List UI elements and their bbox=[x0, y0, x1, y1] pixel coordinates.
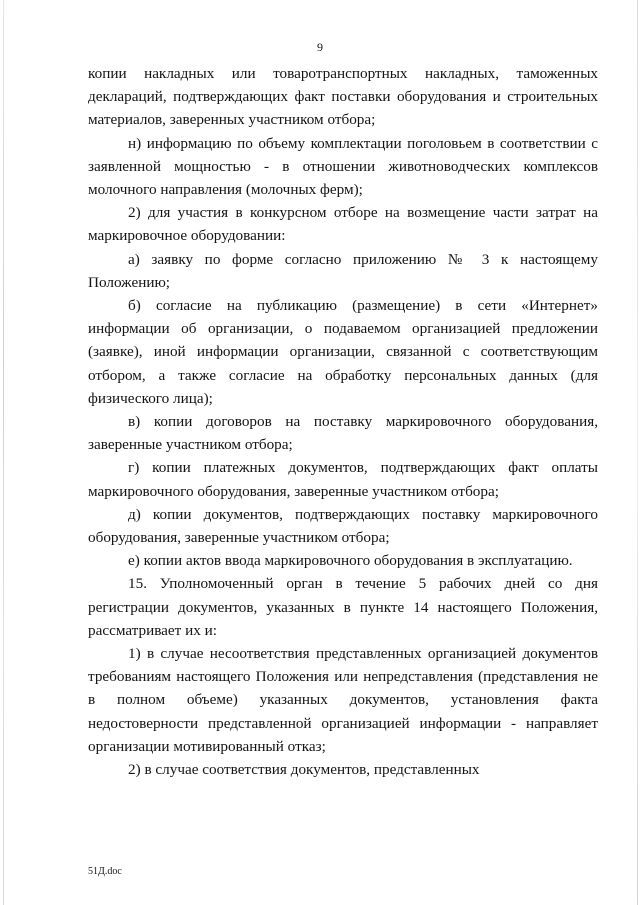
paragraph-item-d: д) копии документов, подтверждающих поставку маркировочного оборудования, заверенные участником отбора; bbox=[88, 505, 598, 547]
paragraph-section-15: 15. Уполномоченный орган в течение 5 рабочих дней со дня регистрации документов, указанных в пункте 14 настоящего Положения, рассматривает их и: bbox=[88, 575, 598, 639]
paragraph-item-a: а) заявку по форме согласно приложению № 3 к настоящему Положению; bbox=[88, 250, 598, 291]
scan-edge-left bbox=[3, 0, 4, 905]
footer-filename: 51Д.doc bbox=[88, 866, 122, 877]
paragraph-item-b: б) согласие на публикацию (размещение) в сети «Интернет» информации об организации, о подаваемом организацией предложении (заявке), иной информации организации, связанной с соответствующим отбором, а также согласие на обработку персональных данных (для физического лица); bbox=[88, 297, 598, 407]
document-body bbox=[88, 62, 598, 781]
paragraph-item-1: 1) в случае несоответствия представленных организацией документов требованиям настоящего Положения или непредставления (представления не в полном объеме) указанных документов, установления факта недостоверности представленной организацией информации - направляет организации мотивированный отказ; bbox=[88, 645, 598, 755]
paragraph-item-e: е) копии актов ввода маркировочного оборудования в эксплуатацию. bbox=[128, 552, 573, 570]
paragraph-item-2-partial: 2) в случае соответствия документов, представленных bbox=[128, 761, 480, 779]
paragraph-item-g: г) копии платежных документов, подтверждающих факт оплаты маркировочного оборудования, заверенные участником отбора; bbox=[88, 459, 598, 500]
paragraph-continuation: копии накладных или товаротранспортных накладных, таможенных деклараций, подтверждающих факт поставки оборудования и строительных материалов, заверенных участником отбора; bbox=[88, 65, 598, 129]
page-number: 9 bbox=[317, 40, 323, 54]
paragraph-item-n: н) информацию по объему комплектации поголовьем в соответствии с заявленной мощностью - в отношении животноводческих комплексов молочного направления (молочных ферм); bbox=[88, 134, 598, 199]
paragraph-item-v: в) копии договоров на поставку маркировочного оборудования, заверенные участником отбора; bbox=[88, 413, 598, 454]
scan-edge-right bbox=[637, 0, 638, 905]
paragraph-item-2: 2) для участия в конкурсном отборе на возмещение части затрат на маркировочное оборудовании: bbox=[88, 204, 598, 245]
